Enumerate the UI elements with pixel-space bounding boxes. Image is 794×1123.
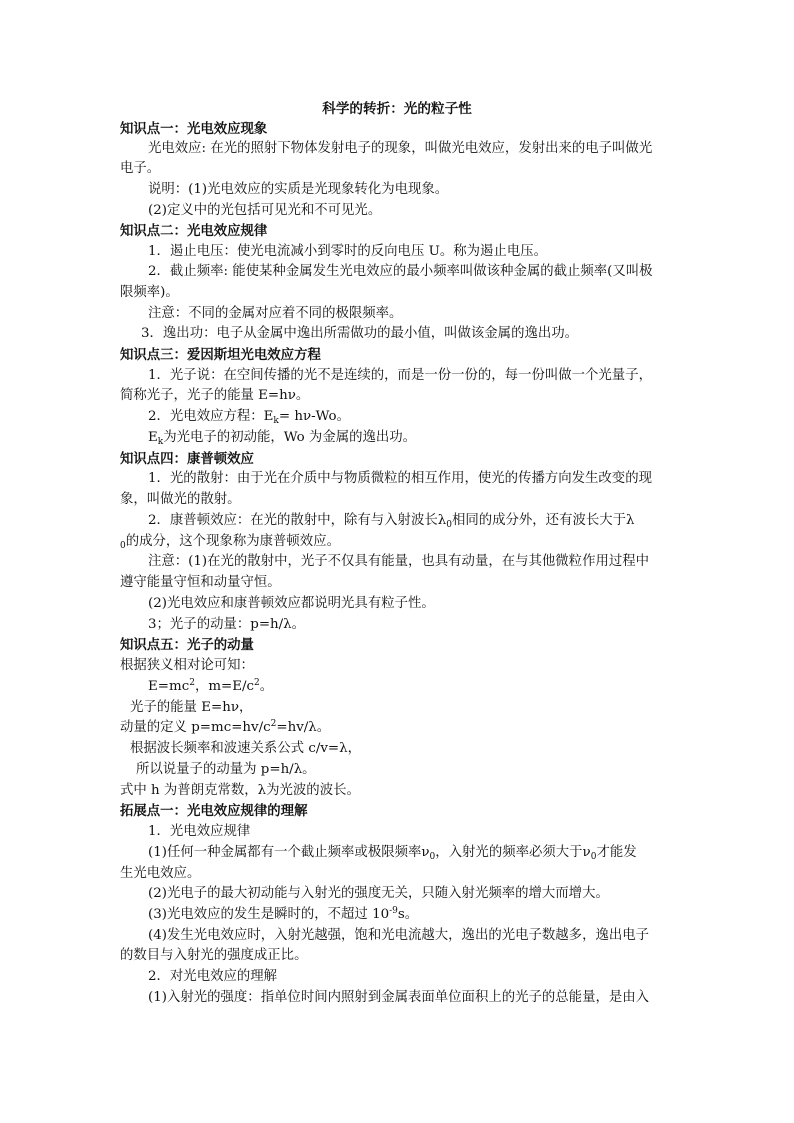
text-run: s。 — [397, 907, 419, 922]
k1-definition-line1: 光电效应: 在光的照射下物体发射电子的现象，叫做光电效应，发射出来的电子叫做光 — [148, 141, 653, 156]
k3-item1-line2 — [120, 386, 309, 406]
e1-point3 — [148, 905, 418, 925]
text-run: E — [148, 430, 158, 445]
k4-item1-line2: 象，叫做光的散射。 — [120, 492, 241, 507]
k5-line7: 式中 h 为普朗克常数，λ为光波的波长。 — [120, 783, 360, 798]
k3-item2 — [148, 407, 350, 427]
section-heading-k3: 知识点三：爱因斯坦光电效应方程 — [120, 347, 321, 363]
k4-item1-line1: 1．光的散射：由于光在介质中与物质微粒的相互作用，使光的传播方向发生改变的现 — [148, 471, 652, 486]
text-run: E=mc — [148, 679, 190, 694]
text-run: 的成分，这个现象称为康普顿效应。 — [125, 534, 340, 549]
superscript-exponent: -9 — [389, 906, 398, 916]
text-run: = hν-Wo。 — [278, 409, 350, 424]
k2-note: 注意：不同的金属对应着不同的极限频率。 — [148, 306, 403, 321]
k4-note-line2: 遵守能量守恒和动量守恒。 — [120, 575, 281, 590]
subscript-zero: 0 — [446, 520, 452, 530]
text-run: 。 — [259, 679, 274, 694]
text-run: 。 — [295, 388, 310, 403]
text-run: 相同的成分外，还有波长大于λ — [451, 513, 635, 528]
section-heading-k5: 知识点五：光子的动量 — [120, 637, 254, 653]
text-run: 2．康普顿效应：在光的散射中，除有与入射波长λ — [148, 513, 447, 528]
k4-note2: (2)光电效应和康普顿效应都说明光具有粒子性。 — [148, 596, 435, 611]
superscript-2: 2 — [189, 678, 195, 688]
superscript-2: 2 — [254, 678, 260, 688]
k1-note1: 说明：(1)光电效应的实质是光现象转化为电现象。 — [148, 182, 449, 197]
k3-item1-line1: 1．光子说：在空间传播的光不是连续的，而是一份一份的，每一份叫做一个光量子， — [148, 368, 652, 383]
k3-ek-definition — [148, 428, 416, 448]
e1-point1-line1 — [148, 843, 637, 863]
text-run: 动量的定义 p=mc=hv/c — [120, 720, 271, 735]
text-run: 2．光电效应方程：E — [148, 409, 274, 424]
section-heading-k2: 知识点二：光电效应规律 — [120, 223, 268, 239]
k2-item2-line2: 限频率)。 — [120, 285, 179, 300]
k5-line2 — [148, 677, 273, 697]
k4-item3: 3；光子的动量：p=h/λ。 — [148, 617, 306, 632]
text-run: ，m=E/c — [194, 679, 255, 694]
e1-point5-line1: (1)入射光的强度：指单位时间内照射到金属表面单位面积上的光子的总能量，是由入 — [148, 990, 650, 1005]
text-run: 才能发 — [596, 845, 637, 860]
k4-item2-line2 — [120, 532, 340, 552]
e1-point2: (2)光电子的最大初动能与入射光的强度无关，只随入射光频率的增大而增大。 — [148, 886, 609, 901]
e1-point4-line2: 的数目与入射光的强度成正比。 — [120, 948, 308, 963]
text-run: 为光电子的初动能，Wo 为金属的逸出功。 — [163, 430, 417, 445]
superscript-2: 2 — [270, 719, 277, 729]
k2-item2-line1: 2．截止频率: 能使某种金属发生光电效应的最小频率叫做该种金属的截止频率(又叫极 — [148, 264, 653, 279]
e1-subheading1: 1．光电效应规律 — [148, 824, 251, 839]
k5-line3: 光子的能量 E=hν， — [130, 700, 253, 715]
subscript-k: k — [157, 437, 164, 447]
subscript-k: k — [273, 416, 279, 426]
k5-line4 — [120, 718, 330, 738]
k5-line6: 所以说量子的动量为 p=h/λ。 — [136, 762, 316, 777]
k5-line5: 根据波长频率和波速关系公式 c/v=λ， — [130, 741, 362, 756]
k2-item3: 3．逸出功：电子从金属中逸出所需做功的最小值，叫做该金属的逸出功。 — [141, 326, 579, 341]
e1-subheading2: 2．对光电效应的理解 — [148, 969, 278, 984]
nu-symbol: ν — [287, 388, 296, 403]
text-run: 简称光子，光子的能量 E=h — [120, 388, 288, 403]
text-run: (1)任何一种金属都有一个截止频率或极限频率ν — [148, 845, 430, 860]
text-run: ，入射光的频率必须大于ν — [435, 845, 591, 860]
page-title: 科学的转折：光的粒子性 — [322, 101, 472, 117]
k2-item1: 1．遏止电压：使光电流减小到零时的反向电压 U。称为遏止电压。 — [148, 244, 547, 259]
section-heading-k1: 知识点一：光电效应现象 — [120, 121, 268, 137]
subscript-zero: 0 — [120, 541, 126, 551]
k4-item2-line1 — [148, 511, 635, 531]
k5-line1: 根据狭义相对论可知： — [120, 658, 254, 673]
text-run: (3)光电效应的发生是瞬时的，不超过 10 — [148, 907, 390, 922]
k1-definition-line2: 电子。 — [120, 161, 161, 176]
subscript-zero: 0 — [590, 852, 597, 862]
k1-note2: (2)定义中的光包括可见光和不可见光。 — [148, 203, 382, 218]
subscript-zero: 0 — [429, 852, 436, 862]
e1-point1-line2: 生光电效应。 — [120, 866, 201, 881]
text-run: =hv/λ。 — [276, 720, 331, 735]
k4-note-line1: 注意：(1)在光的散射中，光子不仅具有能量，也具有动量，在与其他微粒作用过程中 — [148, 554, 650, 569]
section-heading-e1: 拓展点一：光电效应规律的理解 — [120, 803, 308, 819]
section-heading-k4: 知识点四：康普顿效应 — [120, 451, 254, 467]
e1-point4-line1: (4)发生光电效应时，入射光越强，饱和光电流越大，逸出的光电子数越多，逸出电子 — [148, 928, 650, 943]
